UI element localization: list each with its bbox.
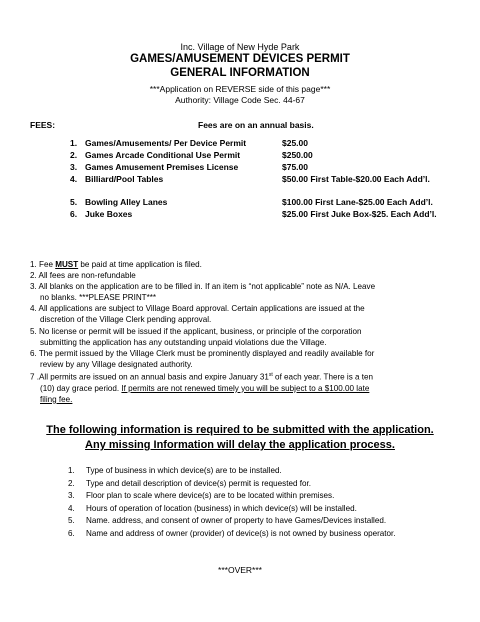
rule-text: 5. No license or permit will be issued if the applicant, business, or principle of the corporation — [30, 326, 362, 336]
late-fee-warning: If permits are not renewed timely you will be subject to a $100.00 late — [121, 383, 370, 393]
fee-item-name: Games Amusement Premises License — [85, 162, 239, 172]
rule-text: 1. Fee — [30, 260, 56, 269]
requirements-list — [68, 466, 468, 542]
rules-list — [30, 259, 460, 405]
fee-item — [0, 174, 480, 186]
requirement-number: 2. — [68, 478, 75, 488]
requirements-warning: Any missing Information will delay the application process. — [85, 439, 395, 451]
fee-item-name: Billiard/Pool Tables — [85, 174, 164, 184]
fee-item-amount: $75.00 — [282, 162, 308, 172]
rule-text: 2. All fees are non-refundable — [30, 271, 136, 281]
rule-item — [30, 326, 460, 348]
fees-note: Fees are on an annual basis. — [198, 120, 314, 130]
requirement-item — [68, 529, 468, 542]
rule-text: 3. All blanks on the application are to be filled in. If an item is “not applicable” note as N/A. Leave — [30, 282, 376, 292]
requirement-number: 1. — [68, 466, 75, 475]
requirements-heading: The following information is required to be submitted with the application. — [46, 424, 434, 436]
rule-text: (10) day grace period. — [40, 383, 122, 393]
rule-text-continued: discretion of the Village Clerk pending approval. — [40, 315, 212, 325]
rule-item — [30, 370, 460, 405]
fee-item — [0, 209, 480, 221]
rule-text: be paid at time application is filed. — [78, 260, 202, 269]
page-subtitle: GENERAL INFORMATION — [170, 67, 310, 79]
fee-item-name: Games/Amusements/ Per Device Permit — [85, 138, 247, 148]
requirement-text: Type of business in which device(s) are to be installed. — [86, 466, 282, 475]
page-title: GAMES/AMUSEMENT DEVICES PERMIT — [130, 53, 350, 65]
fee-item-amount: $25.00 First Juke Box-$25. Each Add’l. — [282, 209, 437, 219]
rule-text-continued — [30, 383, 460, 394]
authority-note: Authority: Village Code Sec. 44-67 — [175, 95, 305, 105]
rule-text-continued: review by any Village designated authority. — [40, 359, 193, 369]
requirement-text: Name. address, and consent of owner of property to have Games/Devices installed. — [86, 516, 387, 526]
rule-item — [30, 348, 460, 370]
fee-item-number: 3. — [70, 162, 78, 172]
rule-item — [30, 303, 460, 325]
rule-item — [30, 270, 460, 281]
requirement-item — [68, 516, 468, 529]
fee-item-amount: $25.00 — [282, 138, 308, 148]
requirement-item — [68, 491, 468, 504]
rule-text-continued: submitting the application has any outstanding unpaid violations due the Village. — [40, 337, 327, 347]
ordinal-suffix: st — [268, 371, 273, 378]
requirement-number: 4. — [68, 503, 75, 513]
rule-text-continued: no blanks. ***PLEASE PRINT*** — [40, 293, 157, 303]
fee-item — [0, 162, 480, 174]
requirement-item — [68, 466, 468, 479]
rule-emphasis: MUST — [55, 260, 79, 269]
fee-item-number: 2. — [70, 150, 78, 160]
fee-item-amount: $50.00 First Table-$20.00 Each Add’l. — [282, 174, 430, 184]
requirement-text: Hours of operation of location (business) in which device(s) will be installed. — [86, 503, 357, 513]
requirement-number: 5. — [68, 516, 75, 526]
fee-item-name: Juke Boxes — [85, 209, 133, 219]
fee-item — [0, 138, 480, 150]
fee-item-number: 5. — [70, 197, 78, 207]
rule-text: 7 .All permits are issued on an annual basis and expire January 31 — [30, 372, 269, 382]
fee-item-name: Bowling Alley Lanes — [85, 197, 168, 207]
late-fee-warning-continued: filing fee. — [40, 394, 73, 404]
requirement-text: Type and detail description of device(s) permit is requested for. — [86, 478, 311, 488]
requirement-item — [68, 504, 468, 517]
rule-item — [30, 281, 460, 303]
fee-item — [0, 150, 480, 162]
fee-item-number: 4. — [70, 174, 78, 184]
over-note: ***OVER*** — [218, 565, 262, 575]
requirement-text: Name and address of owner (provider) of device(s) is not owned by business operator. — [86, 528, 396, 538]
rule-text: 6. The permit issued by the Village Clerk must be prominently displayed and readily available for — [30, 348, 375, 358]
fee-item-name: Games Arcade Conditional Use Permit — [85, 150, 241, 160]
reverse-side-note: ***Application on REVERSE side of this page*** — [149, 84, 331, 94]
fee-item-number: 1. — [70, 138, 78, 148]
fees-label: FEES: — [30, 120, 56, 130]
requirement-number: 3. — [68, 491, 75, 501]
fee-item-amount: $250.00 — [282, 150, 313, 160]
requirement-text: Floor plan to scale where device(s) are to be located within premises. — [86, 491, 335, 501]
rule-text: of each year. There is a ten — [272, 372, 373, 382]
municipality-name: Inc. Village of New Hyde Park — [180, 42, 300, 52]
rule-text: 4. All applications are subject to Village Board approval. Certain applications are issued at the — [30, 304, 365, 314]
fee-item-amount: $100.00 First Lane-$25.00 Each Add’l. — [282, 197, 433, 207]
requirement-item — [68, 479, 468, 492]
requirement-number: 6. — [68, 528, 75, 538]
fee-item — [0, 197, 480, 209]
rule-item — [30, 259, 460, 270]
fee-item-number: 6. — [70, 209, 78, 219]
